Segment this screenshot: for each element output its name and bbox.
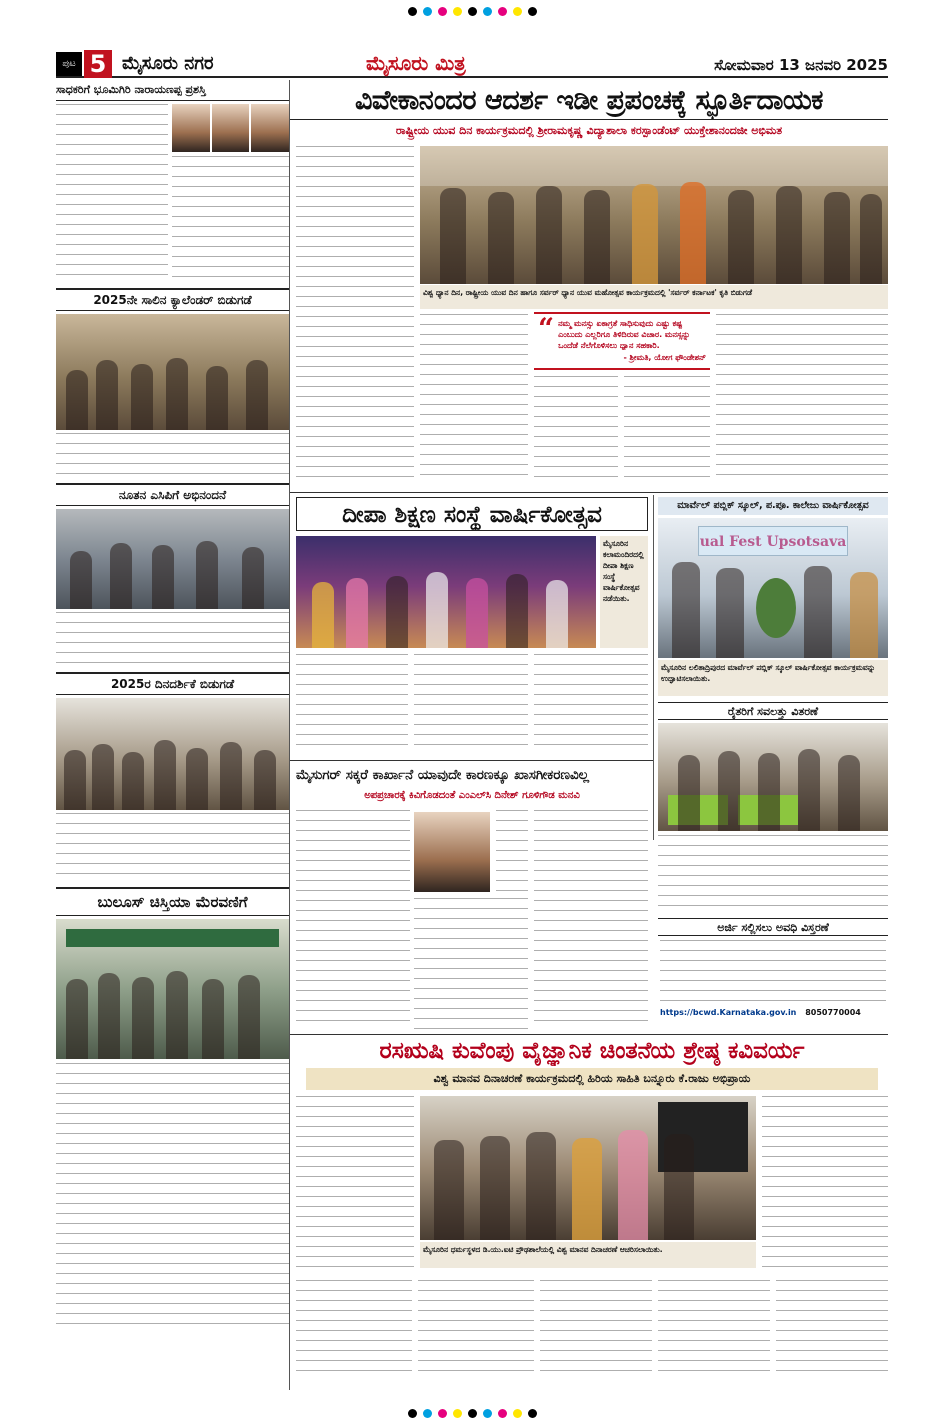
person-figure: [254, 750, 276, 810]
reg-dot: [453, 7, 462, 16]
award-text-col: [56, 104, 168, 280]
article-text: [414, 654, 528, 754]
fest-banner: ual Fest Upsotsava: [698, 526, 848, 556]
person-figure: [346, 578, 368, 648]
masthead: [56, 52, 888, 78]
story-title-acp: ನೂತನ ಎಸಿಪಿಗೆ ಅಭಿನಂದನೆ: [56, 483, 289, 506]
article-text: [172, 156, 289, 280]
kuvempu-photo-caption: ಮೈಸೂರಿನ ಧರ್ಮಸ್ಥಳದ ಡಿ.ಯು.ಐಟಿ ಪ್ರೌಢಶಾಲೆಯಲ್ಲಿ ವಿಶ್ವ ಮಾನವ ದಿನಾಚರಣೆ ಆಚರಿಸಲಾಯಿತು.: [420, 1242, 756, 1268]
article-text: [762, 1096, 888, 1274]
sugar-subheadline: ಅಪಪ್ರಚಾರಕ್ಕೆ ಕಿವಿಗೊಡದಂತೆ ಎಂಎಲ್‌ಸಿ ದಿನೇಶ್ ಗೂಳಿಗೌಡ ಮನವಿ: [364, 790, 580, 801]
story-title-procession: ಬುಲೂಸ್ ಚಿಸ್ತಿಯಾ ಮೆರವಣಿಗೆ: [56, 887, 289, 916]
article-text: [296, 1096, 414, 1274]
person-figure: [466, 578, 488, 648]
reg-dot: [498, 7, 507, 16]
reg-dot: [453, 1409, 462, 1418]
pull-quote: [534, 312, 710, 370]
reg-dot: [528, 7, 537, 16]
person-figure: [186, 748, 208, 810]
person-figure: [758, 753, 780, 831]
article-text: [540, 1280, 652, 1380]
person-figure: [728, 190, 754, 284]
story-title-calendar: 2025ನೇ ಸಾಲಿನ ಕ್ಯಾಲೆಂಡರ್ ಬಿಡುಗಡೆ: [56, 288, 289, 311]
reg-dot: [423, 1409, 432, 1418]
person-figure: [206, 366, 228, 430]
person-figure: [238, 975, 260, 1059]
photo-caption: [56, 433, 289, 477]
article-text: [716, 314, 888, 484]
column-divider: [289, 80, 290, 1390]
person-figure: [132, 977, 154, 1059]
section-title: ಮೈಸೂರು ನಗರ: [122, 53, 214, 74]
person-figure: [572, 1138, 602, 1240]
banner-graphic: [66, 929, 279, 947]
person-figure: [584, 190, 610, 284]
person-figure: [131, 364, 153, 430]
portrait-strip: [172, 104, 289, 152]
article-text: [418, 1280, 534, 1380]
person-figure: [488, 192, 514, 284]
mlc-portrait-photo: [414, 812, 490, 892]
quote-mark-icon: “: [538, 312, 555, 345]
article-text: [534, 376, 618, 484]
quote-author: - ಶ್ರೀಮತಿ, ಯೋಗ ಫೌಂಡೇಶನ್: [623, 353, 706, 362]
left-column: [56, 80, 289, 1327]
article-text: [296, 810, 410, 1030]
person-figure: [70, 551, 92, 609]
person-figure: [506, 574, 528, 648]
kuvempu-subheadline: ವಿಶ್ವ ಮಾನವ ದಿನಾಚರಣೆ ಕಾರ್ಯಕ್ರಮದಲ್ಲಿ ಹಿರಿಯ ಸಾಹಿತಿ ಬನ್ನೂರು ಕೆ.ರಾಜು ಅಭಿಪ್ರಾಯ: [306, 1068, 878, 1090]
reg-dot: [513, 7, 522, 16]
reg-dot: [498, 1409, 507, 1418]
applications-website: [660, 1007, 886, 1019]
person-figure: [618, 1130, 648, 1240]
person-figure: [96, 360, 118, 430]
reg-dot: [483, 7, 492, 16]
article-text: [56, 104, 168, 280]
article-text: [296, 146, 414, 484]
newspaper-name: ಮೈಸೂರು ಮಿತ್ರ: [366, 51, 466, 75]
person-figure: [798, 749, 820, 831]
person-figure: [196, 541, 218, 609]
marvel-title: ಮಾರ್ವೆಲ್ ಪಬ್ಲಿಕ್ ಸ್ಕೂಲ್, ಪ.ಪೂ. ಕಾಲೇಜು ವಾರ್ಷಿಕೋತ್ಸವ: [658, 497, 888, 515]
person-figure: [246, 360, 268, 430]
reg-dot: [528, 1409, 537, 1418]
person-figure: [526, 1132, 556, 1240]
reg-dot: [438, 7, 447, 16]
acp-felicitation-photo: [56, 509, 289, 609]
stage-backdrop: [420, 146, 888, 186]
marvel-event-photo: [658, 518, 888, 658]
calendar-release-photo: [56, 314, 289, 430]
award-story: [56, 104, 289, 280]
person-figure: [824, 192, 850, 284]
article-text: [658, 1280, 770, 1380]
award-right-col: [172, 104, 289, 280]
portrait-photo: [251, 104, 289, 152]
photo-caption: [56, 612, 289, 666]
photo-caption: [56, 813, 289, 881]
person-figure: [92, 744, 114, 810]
person-figure: [776, 186, 802, 284]
quote-text: ನಮ್ಮ ಮನಸ್ಸು ಏಕಾಗ್ರತೆ ಸಾಧಿಸುವುದು ಎಷ್ಟು ಕಷ್ಟ ಎಂಬುದು ಎಲ್ಲರಿಗೂ ತಿಳಿದಿರುವ ವಿಚಾರ. ಮನಸ್ಸನ್ನು ಒಂದೆಡೆ ನೆಲೆಗೊಳಿಸಲು ಧ್ಯಾನ ಸಹಕಾರಿ.: [558, 319, 691, 350]
reg-dot: [438, 1409, 447, 1418]
main-event-photo: [420, 146, 888, 284]
article-text: [660, 940, 886, 1006]
person-figure: [804, 566, 832, 658]
person-figure: [480, 1136, 510, 1240]
section-divider: [290, 760, 653, 761]
person-figure: [716, 568, 744, 658]
person-figure: [860, 194, 882, 284]
applications-title: ಅರ್ಜಿ ಸಲ್ಲಿಸಲು ಅವಧಿ ವಿಸ್ತರಣೆ: [658, 918, 888, 936]
photo-caption: [658, 835, 888, 913]
reg-dot: [513, 1409, 522, 1418]
farmers-photo: [658, 723, 888, 831]
person-figure: [632, 184, 658, 284]
marvel-caption: ಮೈಸೂರಿನ ಲಲಿತಾದ್ರಿಪುರದ ಮಾರ್ವೆಲ್ ಪಬ್ಲಿಕ್ ಸ್ಕೂಲ್ ವಾರ್ಷಿಕೋತ್ಸವ ಕಾರ್ಯಕ್ರಮವನ್ನು ಉದ್ಘಾಟಿಸಲಾಯಿತು.: [658, 660, 888, 696]
reg-dot: [408, 7, 417, 16]
person-figure: [122, 752, 144, 810]
article-text: [624, 376, 710, 484]
person-figure: [434, 1140, 464, 1240]
page-tag: ಪುಟ: [56, 52, 82, 76]
person-figure: [98, 973, 120, 1059]
person-figure: [678, 755, 700, 831]
deepa-event-photo: [296, 536, 596, 648]
person-figure: [440, 188, 466, 284]
issue-date: ಸೋಮವಾರ 13 ಜನವರಿ 2025: [714, 56, 888, 74]
person-figure: [66, 370, 88, 430]
diary-release-photo: [56, 698, 289, 810]
page-number: 5: [84, 50, 112, 78]
reg-dot: [468, 7, 477, 16]
person-figure: [154, 740, 176, 810]
person-figure: [220, 742, 242, 810]
person-figure: [242, 547, 264, 609]
person-figure: [536, 186, 562, 284]
kuvempu-headline: ರಸಋಷಿ ಕುವೆಂಪು ವೈಜ್ಞಾನಿಕ ಚಿಂತನೆಯ ಶ್ರೇಷ್ಠ ಕವಿವರ್ಯ: [379, 1038, 805, 1064]
reg-dot: [483, 1409, 492, 1418]
registration-marks-bottom: [0, 1406, 945, 1420]
person-figure: [850, 572, 878, 658]
person-figure: [718, 751, 740, 831]
person-figure: [664, 1134, 694, 1240]
person-figure: [386, 576, 408, 648]
person-figure: [312, 582, 334, 648]
person-figure: [546, 580, 568, 648]
article-text: [414, 898, 528, 1030]
deepa-side-note: ಮೈಸೂರಿನ ಕಲಾಮಂದಿರದಲ್ಲಿ ದೀಪಾ ಶಿಕ್ಷಣ ಸಂಸ್ಥೆ ವಾರ್ಷಿಕೋತ್ಸವ ನಡೆಯಿತು.: [600, 536, 648, 648]
reg-dot: [423, 7, 432, 16]
person-figure: [202, 979, 224, 1059]
person-figure: [426, 572, 448, 648]
person-figure: [166, 971, 188, 1059]
procession-photo: [56, 919, 289, 1059]
article-text: [296, 654, 408, 754]
main-headline: ವಿವೇಕಾನಂದರ ಆದರ್ಶ ಇಡೀ ಪ್ರಪಂಚಕ್ಕೆ ಸ್ಫೂರ್ತಿದಾಯಕ: [290, 82, 888, 120]
website-link[interactable]: https://bcwd.Karnataka.gov.in: [660, 1008, 797, 1017]
article-text: [534, 654, 648, 754]
registration-marks-top: [0, 4, 945, 18]
person-figure: [66, 979, 88, 1059]
person-figure: [64, 750, 86, 810]
person-figure: [838, 755, 860, 831]
deepa-headline: ದೀಪಾ ಶಿಕ್ಷಣ ಸಂಸ್ಥೆ ವಾರ್ಷಿಕೋತ್ಸವ: [296, 497, 648, 531]
plant-graphic: [756, 578, 796, 638]
column-divider: [653, 495, 654, 840]
sugar-headline: ಮೈಸುಗರ್ ಸಕ್ಕರೆ ಕಾರ್ಖಾನೆ ಯಾವುದೇ ಕಾರಣಕ್ಕೂ ಖಾಸಗೀಕರಣವಿಲ್ಲ: [296, 767, 590, 783]
article-text: [534, 810, 648, 1030]
section-divider: [290, 1034, 888, 1035]
person-figure: [680, 182, 706, 284]
article-text: [496, 810, 528, 894]
reg-dot: [468, 1409, 477, 1418]
article-text: [420, 314, 528, 484]
person-figure: [672, 562, 700, 658]
story-title-diary: 2025ರ ದಿನದರ್ಶಿಕೆ ಬಿಡುಗಡೆ: [56, 672, 289, 695]
section-divider: [290, 492, 888, 493]
kuvempu-event-photo: [420, 1096, 756, 1240]
portrait-photo: [172, 104, 210, 152]
main-photo-caption: ವಿಶ್ವ ಧ್ಯಾನ ದಿನ, ರಾಷ್ಟ್ರೀಯ ಯುವ ದಿನ ಹಾಗೂ ಸರ್ವರ್ ಧ್ಯಾನ ಯುವ ಮಹೋತ್ಸವ ಕಾರ್ಯಕ್ರಮದಲ್ಲಿ 'ಸರ್ವರ್ ಕರ್ನಾಟಕ' ಕೃತಿ ಬಿಡುಗಡೆ: [420, 285, 888, 309]
phone-number: 8050770004: [805, 1008, 861, 1017]
article-text: [776, 1280, 888, 1380]
person-figure: [110, 543, 132, 609]
main-subheadline: ರಾಷ್ಟ್ರೀಯ ಯುವ ದಿನ ಕಾರ್ಯಕ್ರಮದಲ್ಲಿ ಶ್ರೀರಾಮಕೃಷ್ಣ ವಿದ್ಯಾಶಾಲಾ ಕರಸ್ಪಾಂಡೆಂಟ್ ಯುಕ್ತೇಶಾನಂದಜೀ ಅಭಿಮತ: [395, 124, 783, 137]
reg-dot: [408, 1409, 417, 1418]
person-figure: [166, 358, 188, 430]
person-figure: [152, 545, 174, 609]
article-text: [56, 1063, 289, 1327]
farmers-title: ರೈತರಿಗೆ ಸವಲತ್ತು ವಿತರಣೆ: [658, 702, 888, 720]
story-title-award: ಸಾಧಕರಿಗೆ ಭೂಮಿಗಿರಿ ನಾರಾಯಣಪ್ಪ ಪ್ರಶಸ್ತಿ: [56, 80, 289, 101]
portrait-photo: [212, 104, 250, 152]
article-text: [296, 1280, 412, 1380]
